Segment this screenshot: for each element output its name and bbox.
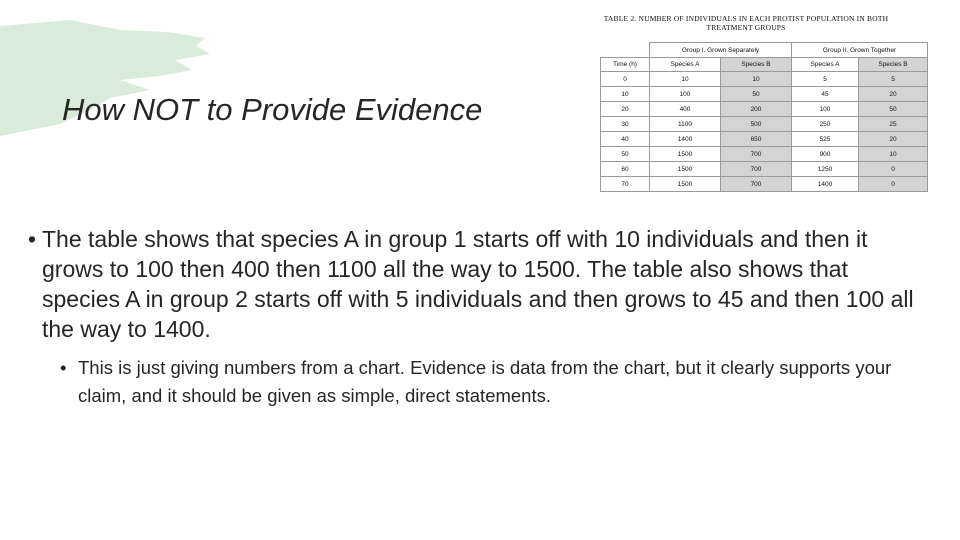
table-row: 50 1500 700 900 10 [601, 147, 928, 162]
col-header-g1-species-b: Species B [721, 58, 792, 72]
col-header-g2-species-b: Species B [859, 58, 928, 72]
table-row: 20 400 200 100 50 [601, 102, 928, 117]
table-row: 60 1500 700 1250 0 [601, 162, 928, 177]
table-caption-line-2: TREATMENT GROUPS [706, 23, 786, 32]
protist-population-table [600, 42, 928, 192]
bullet-item-sub [60, 354, 928, 410]
slide-title: How NOT to Provide Evidence [62, 92, 483, 127]
table-row: 70 1500 700 1400 0 [601, 177, 928, 192]
col-header-g2-species-a: Species A [792, 58, 859, 72]
table-row: 30 1100 500 250 25 [601, 117, 928, 132]
bullet-text-main: The table shows that species A in group 1 starts off with 10 individuals and then it grows to 100 then 400 then 1100 all the way to 1500. The table also shows that species A in group 2 starts off with 5 individuals and then grows to 45 and then 100 all the way to 1400. [42, 226, 914, 342]
col-header-time: Time (h) [601, 58, 650, 72]
bullet-dot-icon: • [60, 357, 67, 378]
table-row: 0 10 10 5 5 [601, 72, 928, 87]
group-2-header: Group II. Grown Together [792, 43, 928, 58]
protist-table-image [578, 14, 934, 204]
table-caption-line-1: TABLE 2. NUMBER OF INDIVIDUALS IN EACH PROTIST POPULATION IN BOTH [603, 14, 889, 23]
bullet-list [28, 224, 928, 410]
bullet-item-main [28, 224, 928, 344]
table-row: 10 100 50 45 20 [601, 87, 928, 102]
table-row: 40 1400 650 525 20 [601, 132, 928, 147]
col-header-g1-species-a: Species A [650, 58, 721, 72]
group-1-header: Group I. Grown Separately [650, 43, 792, 58]
bullet-text-sub: This is just giving numbers from a chart. Evidence is data from the chart, but it clearly supports your claim, and it should be given as simple, direct statements. [78, 357, 892, 406]
bullet-dot-icon: • [28, 226, 37, 252]
